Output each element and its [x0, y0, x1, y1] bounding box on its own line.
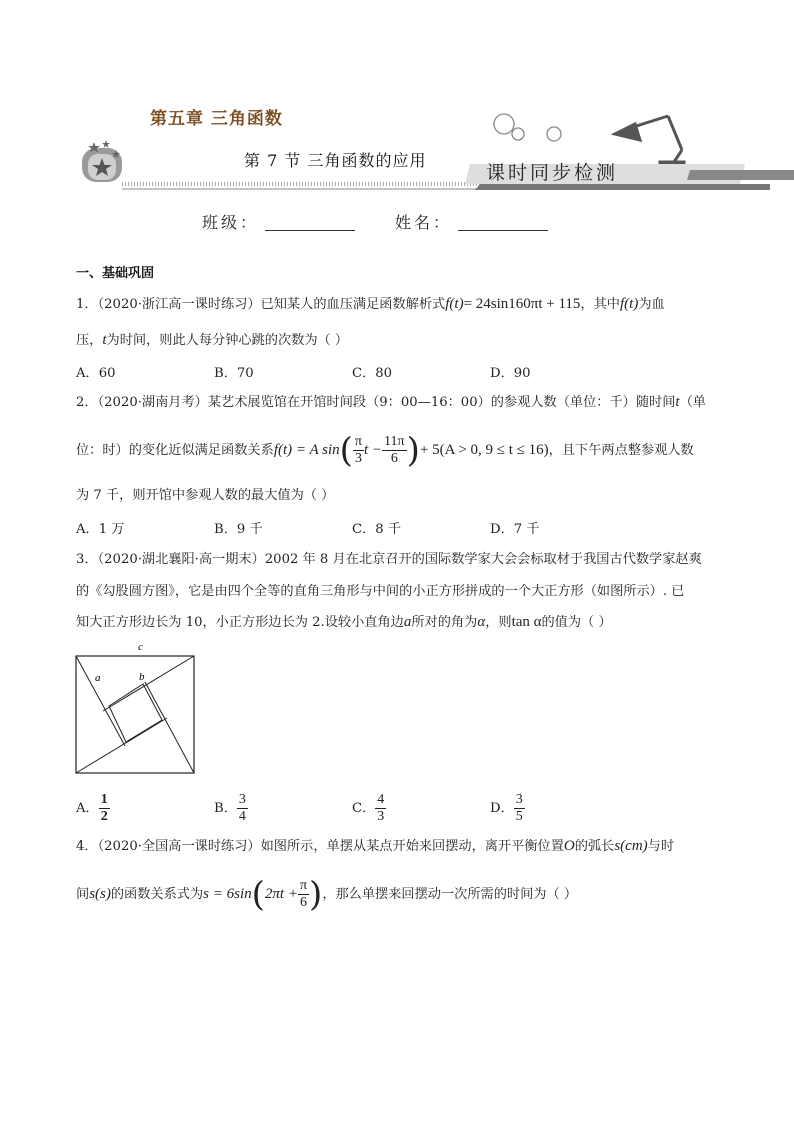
q2-formula-b: + 5(A > 0, 9 ≤ t ≤ 16)	[419, 442, 549, 458]
q1-formula-rhs: = 24sin160πt + 115	[463, 296, 581, 312]
q1-option-c[interactable]: C．80	[352, 366, 393, 381]
q1-line2: 压，t为时间，则此人每分钟心跳的次数为（ ）	[76, 332, 349, 348]
q3-line1: 3．（2020·湖北襄阳·高一期末）2002 年 8 月在北京召开的国际数学家大会会标取材于我国古代数学家赵爽	[76, 552, 702, 567]
q4-line1: 4．（2020·全国高一课时练习）如图所示，单摆从某点开始来回摆动，离开平衡位置O的弧长s(cm)与时	[76, 838, 675, 854]
q1-option-a[interactable]: A．60	[76, 366, 116, 381]
q4-formula: s = 6sin	[203, 886, 252, 902]
q3-option-d[interactable]: D． $\frac{3}{5}$	[490, 792, 523, 824]
q1-options	[0, 362, 794, 382]
q2-frac1: $\frac{\pi}{3}$	[354, 434, 362, 466]
header-banner	[70, 110, 794, 200]
class-field	[202, 210, 355, 233]
q2-line1: 2．（2020·湖南月考）某艺术展览馆在开馆时间段（9：00—16：00）的参观人数（单位：千）随时间t（单	[76, 394, 706, 410]
q4-line2: 间s(s)的函数关系式为s = 6sin(2πt + $\frac{\pi}{6}$ )，那么单摆来回摆动一次所需的时间为（ ）	[76, 874, 578, 915]
name-field	[395, 210, 548, 233]
q2-option-a[interactable]: A．1 万	[76, 522, 125, 537]
q2-formula-a: f(t) = A sin	[273, 442, 340, 458]
fig-label-c: c	[138, 641, 143, 653]
q2-option-c[interactable]: C．8 千	[352, 522, 402, 537]
q3-options	[0, 782, 794, 826]
q2-options	[0, 518, 794, 538]
q3-line2: 的《勾股圆方图》，它是由四个全等的直角三角形与中间的小正方形拼成的一个大正方形（如图所示）. 已	[76, 584, 685, 599]
fig-label-b: b	[139, 671, 145, 683]
q3-figure	[70, 636, 210, 778]
fig-label-a: a	[95, 672, 101, 684]
class-blank[interactable]	[265, 216, 355, 231]
q2-option-d[interactable]: D．7 千	[490, 522, 540, 537]
q3-option-a[interactable]: A． $\frac{1}{2}$	[76, 792, 108, 824]
q2-line3: 为 7 千，则开馆中参观人数的最大值为（ ）	[76, 488, 335, 503]
name-blank[interactable]	[458, 216, 548, 231]
section-title: 第 7 节 三角函数的应用	[244, 151, 427, 170]
q1-formula-lhs: f(t)	[445, 296, 464, 312]
q1-line1: 1．（2020·浙江高一课时练习）已知某人的血压满足函数解析式f(t)= 24sin160πt + 115，其中f(t)为血	[76, 296, 665, 312]
q2-line2: 位：时）的变化近似满足函数关系f(t) = A sin( $\frac{\pi}{3}$ t − $\frac{11\pi}{6}$ )+ 5(A > 0, 9 ≤ t ≤ 16)，且下午两点整参观人数	[76, 430, 694, 471]
name-label: 姓名：	[395, 213, 453, 232]
q2-frac2: $\frac{11\pi}{6}$	[384, 434, 405, 466]
q1-ft: f(t)	[619, 296, 639, 312]
q1-option-d[interactable]: D．90	[490, 366, 531, 381]
section-heading: 一、基础巩固	[76, 266, 155, 281]
class-label: 班级：	[202, 213, 260, 232]
q3-option-b[interactable]: B． $\frac{3}{4}$	[214, 792, 246, 824]
q1-option-b[interactable]: B．70	[214, 366, 254, 381]
q3-option-c[interactable]: C． $\frac{4}{3}$	[352, 792, 385, 824]
q3-line3: 知大正方形边长为 10，小正方形边长为 2.设较小直角边a所对的角为α，则tan α的值为（ ）	[76, 614, 612, 630]
badge-title: 课时同步检测	[486, 162, 619, 184]
desk-lamp-icon	[615, 116, 684, 168]
chapter-title: 第五章 三角函数	[150, 109, 283, 129]
star-logo-icon	[82, 140, 122, 182]
q2-option-b[interactable]: B．9 千	[214, 522, 263, 537]
